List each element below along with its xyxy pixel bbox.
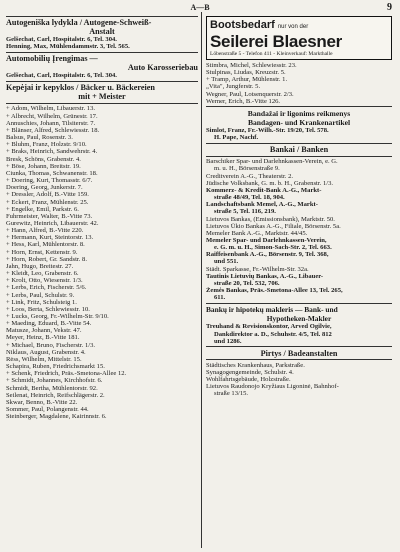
list-item: Memeler Spar- und Darlehnkassen-Verein, (206, 236, 327, 244)
section-heading: Bankų ir hipotekų makleris — Bank- und (206, 305, 338, 315)
list-item: + Tramp, Arthur, Mühlenstr. 1. (206, 76, 288, 84)
list-item: „Vita", Jungferstr. 5. (206, 83, 261, 91)
list-item: Steinberger, Magdalene, Kairinnstr. 6. (6, 413, 107, 421)
list-item: + Albrecht, Wilhelm, Grünestr. 17. (6, 112, 98, 120)
page-number: 9 (387, 2, 392, 13)
list-item: Stulpinas, Liudas, Kreuzstr. 5. (206, 69, 286, 77)
section-heading: mit + Meister (78, 92, 126, 102)
list-item: + Schenk, Friedrich, Präs.-Smetona-Allee 12. (6, 370, 127, 378)
list-item: m. u. H., Börsenstraße 9. (214, 165, 280, 173)
list-item: + Eckert, Franz, Mühlenstr. 25. (6, 198, 89, 206)
list-item: Schmidt, Bertha, Mühlentorstr. 92. (6, 384, 98, 392)
list-item: + Link, Fritz, Schulsteig 1. (6, 298, 77, 306)
list-item: + Hermann, Kurt, Steintorstr. 13. (6, 234, 94, 242)
list-item: Synagogengemeinde, Schulstr. 4. (206, 369, 294, 376)
brokers-list (206, 323, 392, 344)
header-range: A—B (190, 3, 210, 12)
list-item: Sommer, Paul, Polangenstr. 44. (6, 406, 89, 414)
list-item: + Bluhm, Franz, Holzstr. 9/10. (6, 141, 87, 149)
list-item: Meyer, Heinz, B.-Vitte 181. (6, 334, 80, 342)
list-item: Annuschies, Johann, Tilsiterstr. 7. (6, 119, 96, 127)
list-item: + Maeding, Eduard, B.-Vitte 54. (6, 320, 92, 328)
divider (206, 303, 392, 304)
list-item: Seilenat, Heinrich, Reifschlägerstr. 2. (6, 391, 105, 399)
list-item: + Hess, Karl, Mühlentorstr. 8. (6, 241, 85, 249)
section-heading: Bandagen- und Krankenartikel (247, 117, 351, 127)
list-item: Henning, Max, Mühlendammstr. 3, Tel. 565. (6, 43, 130, 51)
section-heading: Automobilių Įrengimas — (6, 54, 98, 64)
list-item: Lietuvos Ūkio Bankas A.-G., Filiale, Börsenstr. 5a. (206, 222, 341, 230)
list-item: Treuhand & Revisionskontor, Arved Ogilvie, (206, 323, 332, 331)
list-item: Landschaftsbank Memel, A.-G., Markt- (206, 201, 318, 209)
column-divider (201, 12, 202, 548)
list-item: straße 20, Tel. 532, 706. (214, 279, 280, 287)
ad-address: Löbenstraße 5 - Telefon 411 - Kleinverkauf: Markthalle (210, 51, 333, 57)
list-item: + Adom, Wilhelm, Libauerstr. 13. (6, 105, 96, 113)
ad-title (210, 19, 388, 33)
list-item: e. G. m. u. H., Simon-Sach-Str. 2, Tel. 663. (214, 244, 332, 252)
left-column (6, 14, 198, 420)
section-heading: Autogeniška lydykla / Autogene-Schweiß- (6, 18, 152, 27)
section-heading: Bandažai ir ligonims reikmenys (247, 108, 351, 118)
list-item: + Loos, Berta, Schlewiesstr. 10. (6, 305, 90, 313)
section-heading: Pirtys / Badeanstalten (260, 348, 338, 358)
list-item: Doering, Georg, Junkerstr. 7. (6, 184, 83, 192)
list-item: Balsus, Paul, Rosenstr. 3. (6, 134, 73, 142)
list-item: + Michael, Bruno, Fischerstr. 1/3. (6, 341, 96, 349)
list-item: Bresk, Schöns, Grabenstr. 4. (6, 155, 81, 163)
list-item: Matusze, Johann, Vekstr. 47. (6, 327, 82, 335)
list-item: + Horn, Robert, Gr. Sandstr. 8. (6, 255, 88, 263)
list-item: Werner, Erich, B.-Vitte 126. (206, 97, 281, 105)
list-item: Rėss, Wilhelm, Mittelstr. 15. (6, 355, 82, 363)
list-item: + Horn, Ernst, Kettenstr. 9. (6, 248, 78, 256)
ad-line1: Bootsbedarf (210, 19, 275, 31)
list-item: straße 13/15. (214, 390, 249, 398)
list-item: Creditverein A.-G., Theaterstr. 2. (206, 172, 294, 180)
list-item: Dankdirektor a. D., Schuhstr. 4/5, Tel. 812 (214, 330, 332, 338)
divider (206, 106, 392, 107)
section-heading: Hypotheken-Makler (266, 314, 332, 324)
list-item: + Hann, Alfred, B.-Vitte 220. (6, 227, 84, 235)
section-heading: Auto Karosseriebau (127, 63, 198, 73)
list-item: Barschiker Spar- und Darlehnkassen-Verein, e. G. (206, 158, 338, 166)
divider (206, 359, 392, 360)
divider (6, 52, 198, 53)
list-item: + Doering, Kurt, Thomasstr. 6/7. (6, 177, 93, 185)
list-item: Jüdische Volksbank, G. m. b. H., Grabenstr. 1/3. (206, 179, 334, 187)
list-item: Žemės Bankas, Präs.-Smetona-Allee 13, Tel. 265, (206, 287, 343, 295)
divider (206, 143, 392, 144)
list-item: Raiffeisenbank A.-G., Börsenstr. 9, Tel. 368, (206, 251, 329, 259)
list-item: Memeler Bank A.-G., Marktstr. 44/45. (206, 229, 308, 237)
list-item: + Braks, Heinrich, Sandwehrstr. 4. (6, 148, 98, 156)
list-item: Gelšechat, Carl, Hospitalstr. 6, Tel. 304. (6, 72, 117, 80)
list-item: Städt. Sparkasse, Fr.-Wilhelm-Str. 32a. (206, 265, 309, 273)
list-item: + Krolt, Otto, Wiesenstr. 1/3. (6, 277, 83, 285)
list-item: Lietuvos Bankas, (Emissionsbank), Marktstr. 50. (206, 215, 335, 223)
list-item: Schapira, Ruben, Friedrichsmarkt 15. (6, 363, 105, 371)
baths-list (206, 362, 392, 398)
list-item: + Lerbs, Paul, Schulstr. 9. (6, 291, 75, 299)
list-item: Kommerz- & Kredit-Bank A.-G., Markt- (206, 186, 322, 194)
list-item: straße 48/49, Tel. 18, 904. (214, 194, 285, 202)
list-item: Skwar, Benno, B.-Vitte 22. (6, 398, 78, 406)
bakers-list (6, 105, 198, 420)
advertisement-box (206, 16, 392, 60)
list-item: + Blänser, Alfred, Schlewiesstr. 18. (6, 126, 100, 134)
list-item: Städtisches Krankenhaus, Parkstraße. (206, 361, 305, 369)
list-item: + Lucks, Georg, Fr.-Wilhelm-Str. 9/10. (6, 313, 109, 320)
list-item: Ciunka, Thomas, Schwanenstr. 18. (6, 169, 98, 177)
divider (206, 346, 392, 347)
list-item: Simlot, Franz, Fr.-Wilh.-Str. 19/20, Tel. 578. (206, 126, 329, 134)
section-heading: Anstalt (89, 27, 115, 36)
list-item: Jahn, Hugo, Breitestr. 27. (6, 262, 74, 270)
section-heading: Bankai / Banken (269, 145, 329, 155)
list-item: + Schmidt, Johannes, Kirchhofstr. 6. (6, 377, 103, 385)
divider (6, 81, 198, 82)
list-item: + Kleidt, Leo, Grabenstr. 6. (6, 270, 79, 278)
banks-list (206, 158, 392, 301)
right-column (206, 14, 392, 398)
list-item: Niklaus, August, Grabenstr. 4. (6, 348, 86, 356)
list-item: Fuhrmeister, Walter, B.-Vitte 73. (6, 212, 93, 220)
bakers-list-continued (206, 62, 392, 105)
list-item: straße 5, Tel. 116, 219. (214, 208, 276, 216)
divider (6, 16, 198, 17)
list-item: + Engelke, Emil, Parkstr. 6. (6, 205, 79, 213)
ad-line1-small: nur von der (277, 24, 309, 30)
list-item: Lietuvos Raudonojo Kryžiaus Ligoninė, Bahnhof- (206, 383, 339, 391)
list-item: und 551. (214, 258, 239, 266)
list-item: 611. (214, 294, 226, 302)
list-item: + Lerbs, Erich, Fischerstr. 5/6. (6, 284, 87, 292)
list-item: und 1286. (214, 337, 242, 345)
list-item: Wegner, Paul, Lotsenquerstr. 2/3. (206, 90, 294, 98)
ad-company-name: Seilerei Blaesner (210, 32, 342, 51)
divider (6, 103, 198, 104)
list-item: H. Pape, Nachf. (214, 134, 259, 142)
list-item: + Dressler, Adolf, B.-Vitte 159. (6, 191, 89, 199)
divider (206, 156, 392, 157)
list-item: Stimbra, Michel, Schlewiesstr. 23. (206, 62, 297, 69)
list-item: Gelšechat, Carl, Hospitalstr. 6, Tel. 304. (6, 36, 117, 43)
list-item: Wohlfahrtsgebäude, Holzstraße. (206, 376, 291, 384)
list-item: + Böse, Johann, Breitstr. 19. (6, 162, 81, 170)
list-item: Tautinis Lietuvių Bankas, A.-G., Libauer- (206, 272, 324, 280)
list-item: Gurewitz, Heinrich, Libauerstr. 42. (6, 219, 99, 227)
section-heading: Kepėjai ir kepyklos / Bäcker u. Bäckereien (6, 83, 155, 93)
